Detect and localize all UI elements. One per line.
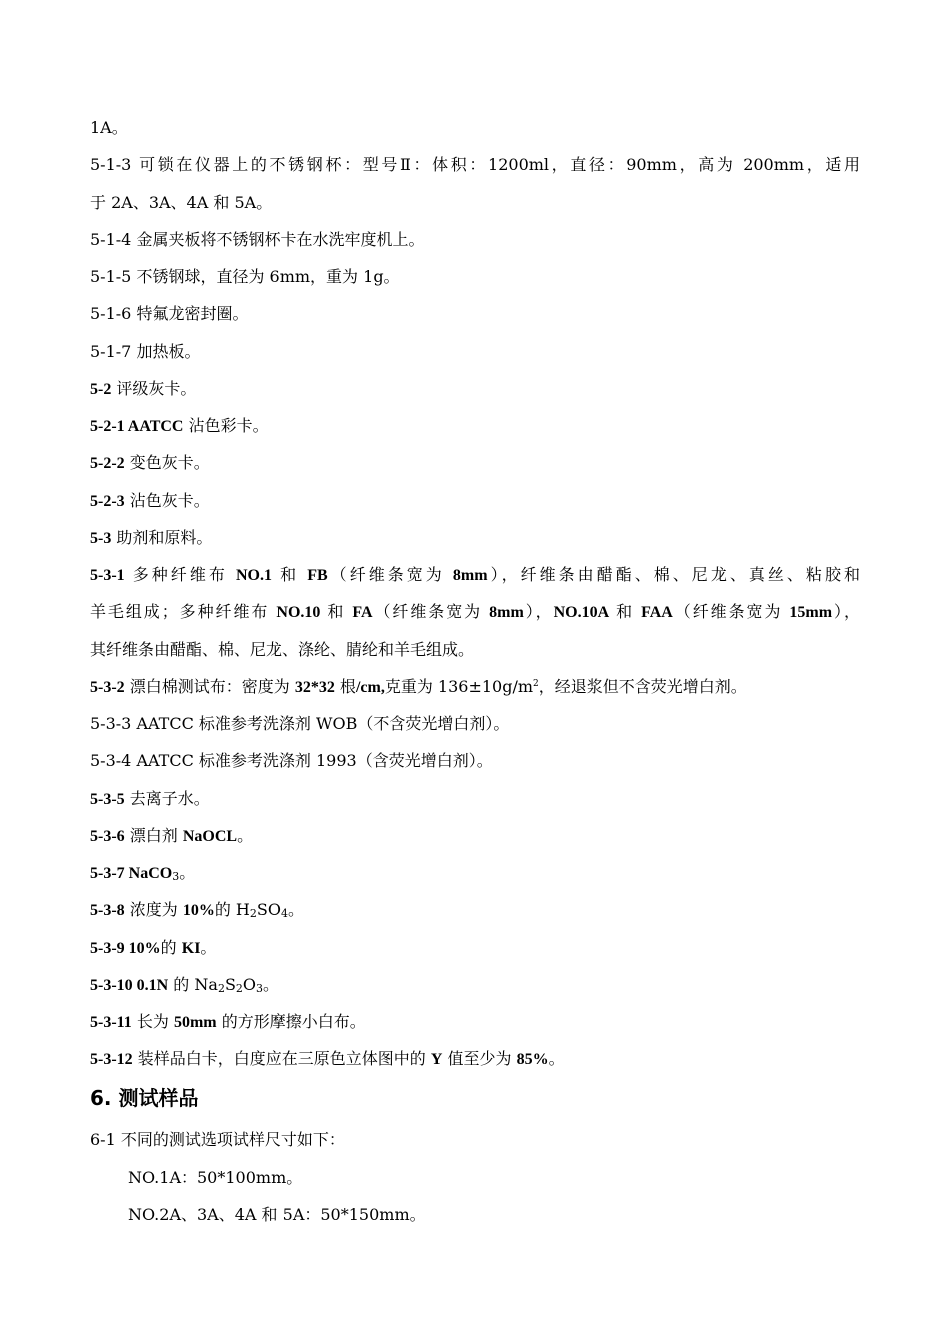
item-number: 5-3-10 0.1N — [90, 977, 169, 994]
text-line — [90, 676, 747, 699]
text-segment: O — [242, 975, 257, 994]
text-line: 5-1-4 金属夹板将不锈钢杯卡在水洗牢度机上。 — [90, 230, 425, 249]
text-line: 6-1 不同的测试选项试样尺寸如下： — [90, 1130, 345, 1149]
text-line — [90, 527, 212, 550]
text-line — [90, 1048, 565, 1071]
text-segment: 根 — [334, 677, 356, 696]
text-line — [90, 601, 860, 624]
text-line: 5-3-4 AATCC 标准参考洗涤剂 1993（含荧光增白剂）。 — [90, 751, 493, 770]
text-segment: 。 — [237, 826, 254, 845]
bold-segment: NO.1 — [235, 567, 272, 584]
item-number: 5-3-9 10% — [90, 940, 161, 957]
bold-segment: FAA — [641, 604, 673, 621]
bold-segment: 50mm — [173, 1014, 217, 1031]
text-line — [90, 974, 279, 997]
text-segment: S — [224, 975, 236, 994]
text-segment: （纤维条宽为 — [327, 565, 453, 584]
text-line: 5-1-5 不锈钢球，直径为 6mm，重为 1g。 — [90, 267, 400, 286]
item-number: 5-3-7 NaCO — [90, 865, 173, 882]
item-text: 评级灰卡。 — [111, 379, 197, 398]
text-segment: 多种纤维布 — [124, 565, 236, 584]
subscript: 2 — [249, 907, 257, 920]
text-line — [90, 899, 304, 922]
text-segment: SO — [256, 900, 281, 919]
text-line: 5-3-3 AATCC 标准参考洗涤剂 WOB（不含荧光增白剂）。 — [90, 714, 510, 733]
text-line — [90, 1011, 366, 1034]
text-segment: 的方形摩擦小白布。 — [216, 1012, 366, 1031]
bold-segment: Y — [430, 1051, 443, 1068]
text-line: NO.1A：50*100mm。 — [128, 1168, 303, 1187]
text-segment: （纤维条宽为 — [672, 602, 790, 621]
bold-segment: 10% — [182, 902, 215, 919]
text-segment: 漂白剂 — [124, 826, 183, 845]
text-segment: 。 — [200, 938, 217, 957]
subscript: 3 — [172, 870, 180, 883]
bold-segment: FA — [352, 604, 373, 621]
text-segment: 。 — [263, 975, 280, 994]
item-text: 沾色彩卡。 — [183, 416, 269, 435]
subscript: 2 — [235, 982, 243, 995]
text-segment: 漂白棉测试布：密度为 — [124, 677, 295, 696]
bold-segment: NO.10A — [553, 604, 610, 621]
item-number: 5-3 — [90, 530, 112, 547]
item-number: 5-2-1 AATCC — [90, 418, 184, 435]
subscript: 3 — [256, 982, 264, 995]
text-segment: 的 Na — [168, 975, 218, 994]
text-line — [90, 862, 195, 885]
text-segment: 。 — [179, 863, 196, 882]
text-line: 于 2A、3A、4A 和 5A。 — [90, 193, 273, 212]
text-segment: 长为 — [131, 1012, 174, 1031]
bold-segment: 85% — [516, 1051, 549, 1068]
bold-segment: 8mm — [452, 567, 488, 584]
bold-segment: NaOCL — [182, 828, 238, 845]
subscript: 4 — [280, 907, 288, 920]
text-segment: ）， — [832, 602, 860, 621]
text-line: 5-1-6 特氟龙密封圈。 — [90, 304, 249, 323]
text-line: NO.2A、3A、4A 和 5A：50*150mm。 — [128, 1205, 426, 1224]
text-segment: 和 — [271, 565, 308, 584]
bold-segment: 8mm — [489, 604, 524, 621]
text-segment: 的 H — [214, 900, 250, 919]
bold-segment: 32*32 — [294, 679, 335, 696]
text-segment: 和 — [609, 602, 642, 621]
text-line: 1A。 — [90, 118, 128, 137]
item-text: 助剂和原料。 — [111, 528, 213, 547]
item-number: 5-3-1 — [90, 567, 125, 584]
text-line: 5-1-3 可锁在仪器上的不锈钢杯：型号Ⅱ：体积：1200ml，直径：90mm，高为 200mm，适用 — [90, 155, 860, 174]
text-segment: ），纤维条由醋酯、棉、尼龙、真丝、粘胶和 — [487, 565, 860, 584]
text-line: 其纤维条由醋酯、棉、尼龙、涤纶、腈纶和羊毛组成。 — [90, 640, 475, 659]
item-number: 5-3-11 — [90, 1014, 132, 1031]
text-segment: 的 — [160, 938, 182, 957]
text-line — [90, 564, 860, 587]
text-segment: 浓度为 — [124, 900, 183, 919]
text-segment: 装样品白卡，白度应在三原色立体图中的 — [132, 1049, 431, 1068]
text-line — [90, 825, 253, 848]
item-text: 变色灰卡。 — [124, 453, 210, 472]
item-number: 5-3-2 — [90, 679, 125, 696]
bold-segment: /cm, — [355, 679, 385, 696]
item-number: 5-2-3 — [90, 493, 125, 510]
text-line — [90, 788, 210, 811]
superscript: 2 — [533, 679, 539, 689]
text-segment: ）， — [523, 602, 554, 621]
text-line: 5-1-7 加热板。 — [90, 342, 201, 361]
text-segment: 羊毛组成；多种纤维布 — [90, 602, 277, 621]
bold-segment: FB — [307, 567, 328, 584]
text-line — [90, 378, 196, 401]
item-number: 5-3-6 — [90, 828, 125, 845]
text-segment: ，经退浆但不含荧光增白剂。 — [538, 677, 747, 696]
text-segment: 。 — [548, 1049, 565, 1068]
text-line — [90, 452, 210, 475]
bold-segment: KI — [181, 940, 201, 957]
text-line — [90, 937, 216, 960]
item-number: 5-3-12 — [90, 1051, 133, 1068]
subscript: 2 — [217, 982, 225, 995]
section-heading: 6. 测试样品 — [90, 1086, 199, 1110]
text-segment: （纤维条宽为 — [372, 602, 490, 621]
item-number: 5-3-8 — [90, 902, 125, 919]
text-segment: 。 — [287, 900, 304, 919]
text-segment: 和 — [320, 602, 353, 621]
bold-segment: NO.10 — [276, 604, 321, 621]
item-text: 去离子水。 — [124, 789, 210, 808]
bold-segment: 15mm — [789, 604, 833, 621]
item-number: 5-2 — [90, 381, 112, 398]
text-segment: 值至少为 — [442, 1049, 517, 1068]
item-number: 5-3-5 — [90, 791, 125, 808]
item-text: 沾色灰卡。 — [124, 491, 210, 510]
text-line — [90, 415, 269, 438]
text-line — [90, 490, 210, 513]
text-segment: 克重为 136±10g/m — [384, 677, 534, 696]
item-number: 5-2-2 — [90, 455, 125, 472]
